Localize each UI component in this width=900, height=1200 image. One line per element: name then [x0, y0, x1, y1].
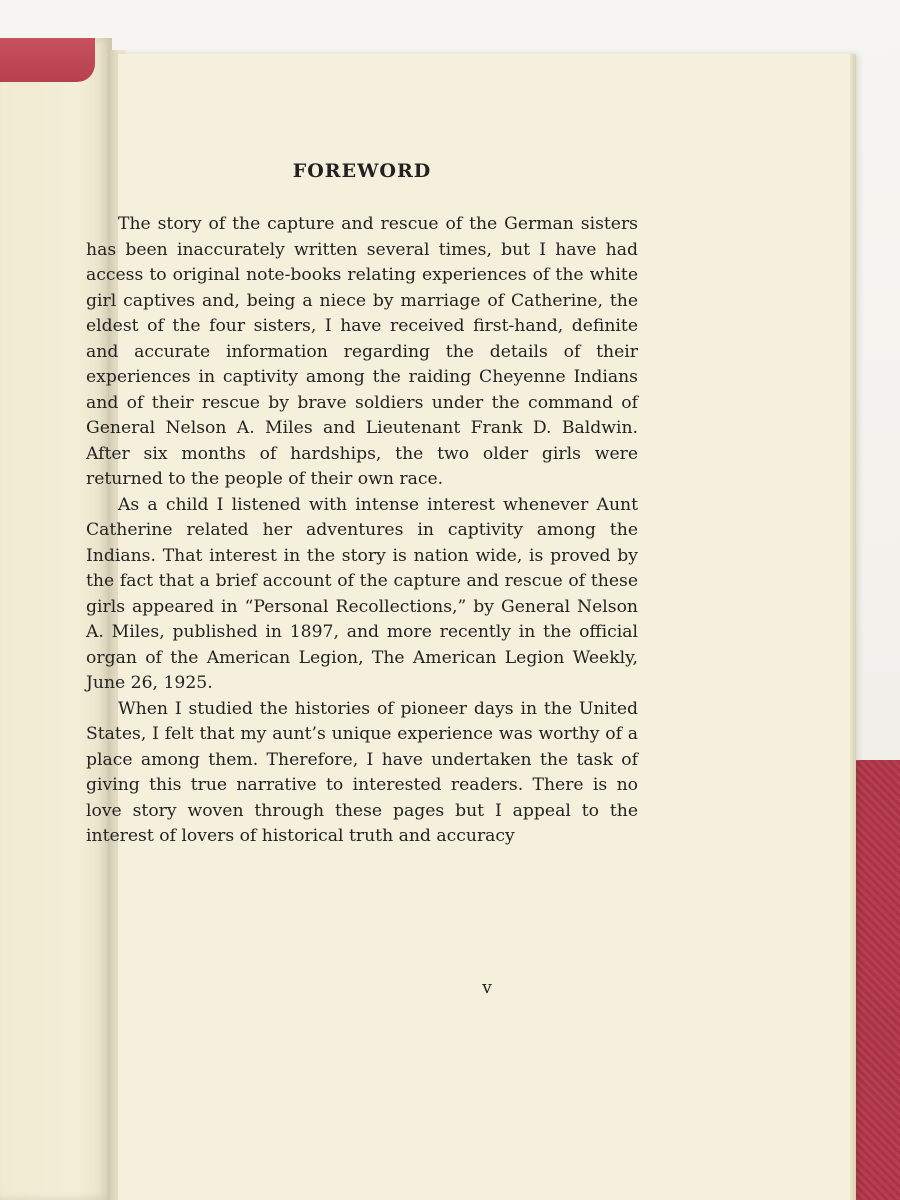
paragraph-2: As a child I listened with intense interest whenever Aunt Catherine related her adventures in captivity among the Indians. That interest in the story is nation wide, is proved by the fact that a brief account of the capture and rescue of these girls appeared in “Personal Recollections,” by General Nelson A. Miles, published in 1897, and more recently in the official organ of the American Legion, The American Legion Weekly, June 26, 1925. [86, 494, 638, 693]
paragraph-3: When I studied the histories of pioneer days in the United States, I felt that my aunt’s unique experience was worthy of a place among them. Therefore, I have undertaken the task of giving this true narrative to interested readers. There is no love story woven through these pages but I appeal to the interest of lovers of historical truth and accuracy [86, 698, 638, 846]
paragraph-1: The story of the capture and rescue of the German sisters has been inaccurately written several times, but I have had access to original note-books relating experiences of the white girl captives and, being a niece by marriage of Catherine, the eldest of the four sisters, I have received first-hand, definite and accurate information regarding the details of their experiences in captivity among the raiding Cheyenne Indians and of their rescue by brave soldiers under the command of General Nelson A. Miles and Lieutenant Frank D. Baldwin. After six months of hardships, the two older girls were returned to the people of their own race. [86, 214, 638, 489]
page-title: FOREWORD [292, 160, 432, 182]
book-cover-corner [0, 38, 95, 82]
page-content [86, 160, 638, 850]
page-edge [850, 54, 856, 1200]
page-number: v [482, 978, 492, 998]
